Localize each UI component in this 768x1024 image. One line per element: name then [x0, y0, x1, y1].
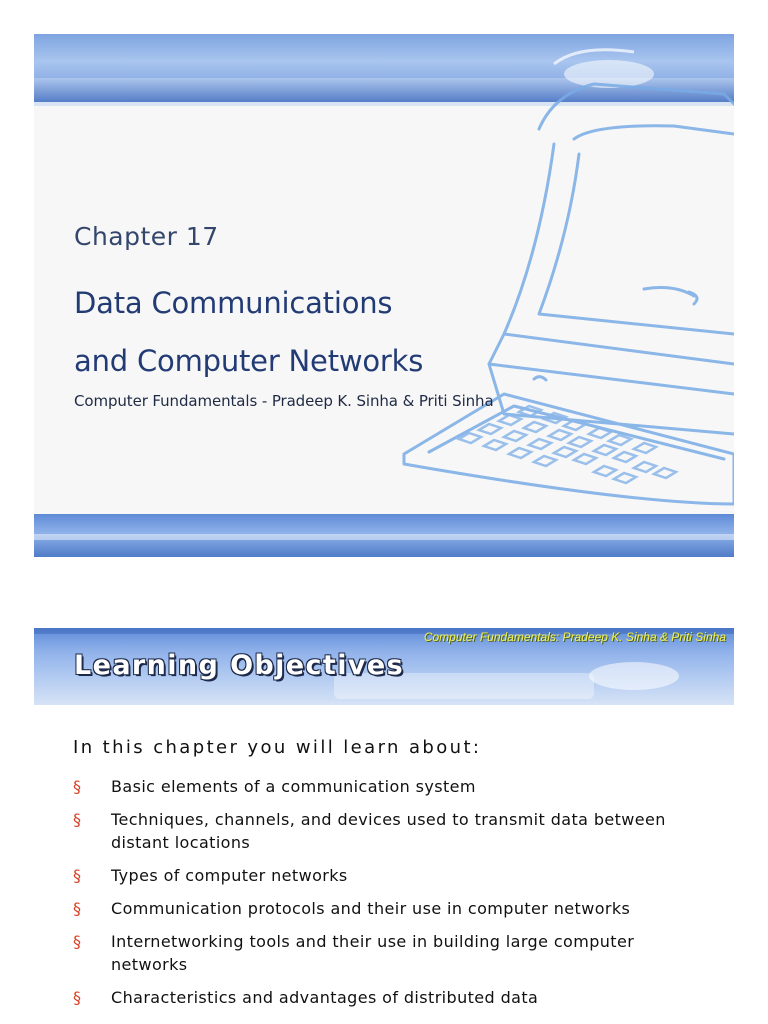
chapter-title-line-1: Data Communications — [74, 286, 393, 320]
chapter-title — [74, 274, 423, 390]
book-credit: Computer Fundamentals: Pradeep K. Sinha & Priti Sinha — [423, 630, 726, 644]
title-slide — [34, 34, 734, 557]
objectives-intro: In this chapter you will learn about: — [73, 737, 482, 758]
list-item: § Basic elements of a communication system — [73, 777, 476, 796]
section-bullet-icon: § — [73, 866, 82, 885]
section-bullet-icon: § — [73, 932, 82, 951]
list-item: § Types of computer networks — [73, 866, 348, 885]
list-item: § Communication protocols and their use in computer networks — [73, 899, 631, 918]
book-subtitle: Computer Fundamentals - Pradeep K. Sinha & Priti Sinha — [74, 392, 494, 410]
chapter-title-line-2: and Computer Networks — [74, 344, 424, 378]
objectives-list — [73, 775, 693, 1019]
list-item: § Techniques, channels, and devices used to transmit data between distant locations — [73, 810, 666, 852]
section-bullet-icon: § — [73, 810, 82, 829]
section-bullet-icon: § — [73, 777, 82, 796]
section-bullet-icon: § — [73, 988, 82, 1007]
section-bullet-icon: § — [73, 899, 82, 918]
list-item: § Internetworking tools and their use in building large computer networks — [73, 932, 635, 974]
slide-heading: Learning Objectives — [74, 650, 405, 681]
chapter-number: Chapter 17 — [74, 222, 219, 251]
list-item: § Characteristics and advantages of distributed data — [73, 988, 539, 1007]
objectives-banner — [34, 628, 734, 705]
